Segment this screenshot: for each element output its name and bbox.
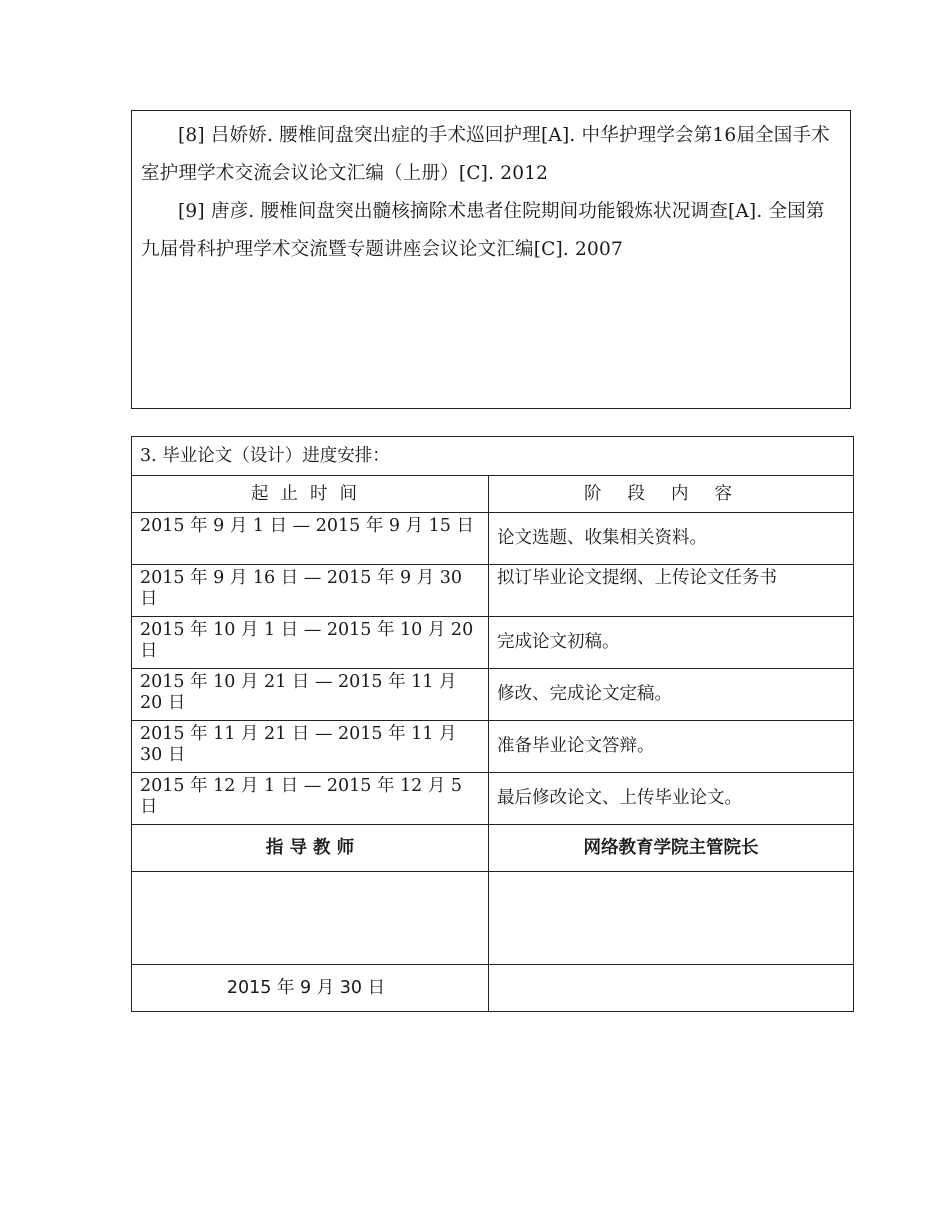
advisor-label: 指 导 教 师 — [132, 825, 489, 872]
content-cell: 最后修改论文、上传毕业论文。 — [489, 773, 854, 825]
table-row — [132, 721, 854, 773]
advisor-signature-area — [132, 872, 489, 965]
reference-item: [9] 唐彦. 腰椎间盘突出髓核摘除术患者住院期间功能锻炼状况调查[A]. 全国第九届骨科护理学术交流暨专题讲座会议论文汇编[C]. 2007 — [141, 201, 825, 260]
time-cell: 2015 年 9 月 16 日 — 2015 年 9 月 30 日 — [132, 565, 489, 617]
reference-item: [8] 吕娇娇. 腰椎间盘突出症的手术巡回护理[A]. 中华护理学会第16届全国手术室护理学术交流会议论文汇编（上册）[C]. 2012 — [141, 125, 830, 184]
dean-label: 网络教育学院主管院长 — [489, 825, 854, 872]
table-row — [132, 617, 854, 669]
time-cell: 2015 年 10 月 1 日 — 2015 年 10 月 20 日 — [132, 617, 489, 669]
table-row — [132, 513, 854, 565]
content-cell: 拟订毕业论文提纲、上传论文任务书 — [489, 565, 854, 617]
content-cell: 论文选题、收集相关资料。 — [489, 513, 854, 565]
header-content: 阶段内容 — [489, 476, 854, 513]
table-row — [132, 565, 854, 617]
dean-signature-area — [489, 872, 854, 965]
table-row — [132, 669, 854, 721]
content-cell: 修改、完成论文定稿。 — [489, 669, 854, 721]
header-time: 起止时间 — [132, 476, 489, 513]
advisor-date: 2015 年 9 月 30 日 — [132, 965, 489, 1012]
dean-date — [489, 965, 854, 1012]
time-cell: 2015 年 10 月 21 日 — 2015 年 11 月 20 日 — [132, 669, 489, 721]
schedule-table — [131, 436, 854, 1012]
time-cell: 2015 年 9 月 1 日 — 2015 年 9 月 15 日 — [132, 513, 489, 565]
content-cell: 完成论文初稿。 — [489, 617, 854, 669]
schedule-title: 3. 毕业论文（设计）进度安排： — [132, 437, 854, 476]
content-cell: 准备毕业论文答辩。 — [489, 721, 854, 773]
table-row — [132, 773, 854, 825]
time-cell: 2015 年 11 月 21 日 — 2015 年 11 月 30 日 — [132, 721, 489, 773]
time-cell: 2015 年 12 月 1 日 — 2015 年 12 月 5 日 — [132, 773, 489, 825]
references-box — [131, 110, 851, 409]
